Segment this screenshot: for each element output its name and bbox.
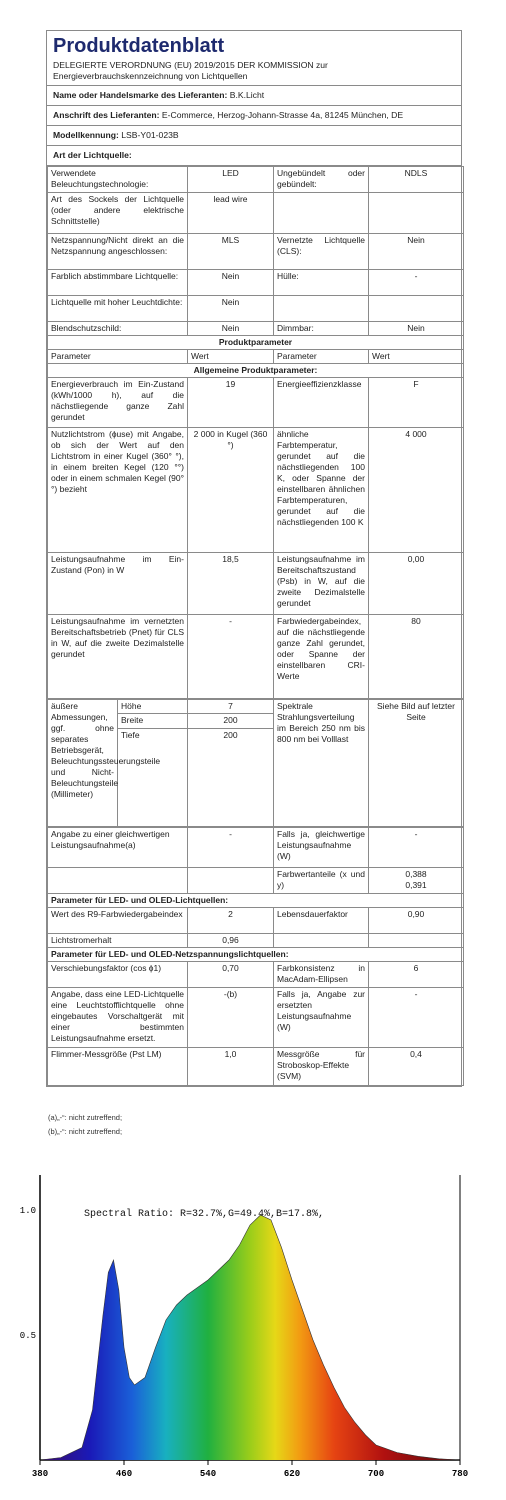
table-row: Angabe, dass eine LED-Lichtquelle eine Leuchtstofflichtquelle ohne eingebautes Vorschaltgerät mit einer bestimmten Leistungsaufnahme ersetzt. -(b) Falls ja, Angabe zur ersetzten Leistungsaufnahme (W) - (48, 988, 464, 1048)
table-row: Allgemeine Produktparameter: (48, 364, 464, 378)
x-tick-label: 460 (115, 1469, 133, 1479)
spectral-chart (0, 1175, 506, 1500)
dimensions-table (47, 699, 464, 827)
x-tick-label: 780 (451, 1469, 469, 1479)
table-row: Lichtquelle mit hoher Leuchtdichte: Nein (48, 296, 464, 322)
x-tick-label: 700 (367, 1469, 385, 1479)
supplier-row: Name oder Handelsmarke des Lieferanten: B.K.Licht (47, 86, 461, 106)
table-row: Angabe zu einer gleichwertigen Leistungsaufnahme(a) - Falls ja, gleichwertige Leistungsaufnahme (W) - (48, 828, 464, 868)
table-row: äußere Abmessungen, ggf. ohne separates Betriebsgerät, Beleuchtungssteuerungsteile und Nicht-Beleuchtungsteile (Millimeter) Höhe 7 Spektrale Strahlungsverteilung im Bereich 250 nm bis 800 nm bei Volllast Siehe Bild auf letzter Seite (48, 700, 464, 714)
light-type-table (47, 166, 464, 699)
table-row: Leistungsaufnahme im vernetzten Bereitschaftsbetrieb (Pnet) für CLS in W, auf die zweite Dezimalstelle gerundet - Farbwiedergabeindex, auf die nächstliegende ganze Zahl gerundet, oder Spanne der einstellbaren CRI-Werte 80 (48, 615, 464, 699)
table-row: Netzspannung/Nicht direkt an die Netzspannung angeschlossen: MLS Vernetzte Lichtquelle (CLS): Nein (48, 234, 464, 270)
table-row: Parameter für LED- und OLED-Netzspannungslichtquellen: (48, 948, 464, 962)
table-row: Parameter Wert Parameter Wert (48, 350, 464, 364)
table-row: Produktparameter (48, 336, 464, 350)
model-row: Modellkennung: LSB-Y01-023B (47, 126, 461, 146)
y-tick-label: 1.0 (19, 1206, 36, 1216)
page-title: Produktdatenblatt (53, 35, 225, 57)
table-row: Wert des R9-Farbwiedergabeindex 2 Lebensdauerfaktor 0,90 (48, 908, 464, 934)
product-datasheet (46, 30, 462, 1087)
footnote-a: (a)„-“: nicht zutreffend; (48, 1113, 123, 1122)
table-row: Verwendete Beleuchtungstechnologie: LED Ungebündelt oder gebündelt: NDLS (48, 167, 464, 193)
table-row: Flimmer-Messgröße (Pst LM) 1,0 Messgröße für Stroboskop-Effekte (SVM) 0,4 (48, 1048, 464, 1086)
table-row: Energieverbrauch im Ein-Zustand (kWh/1000 h), auf die nächstliegende ganze Zahl gerundet 19 Energieeffizienzklasse F (48, 378, 464, 428)
table-row: Leistungsaufnahme im Ein-Zustand (Pon) in W 18,5 Leistungsaufnahme im Bereitschaftszustand (Psb) in W, auf die zweite Dezimalstelle gerundet 0,00 (48, 553, 464, 615)
misc-table (47, 827, 464, 1086)
table-row: Farblich abstimmbare Lichtquelle: Nein Hülle: - (48, 270, 464, 296)
spectrum-area (40, 1215, 460, 1460)
regulation-reference: DELEGIERTE VERORDNUNG (EU) 2019/2015 DER KOMMISSION zur Energieverbrauchskennzeichnung von Lichtquellen (47, 60, 461, 86)
table-row: Tiefe 200 (48, 728, 464, 826)
x-tick-label: 380 (31, 1469, 49, 1479)
address-row: Anschrift des Lieferanten: E-Commerce, Herzog-Johann-Strasse 4a, 81245 München, DE (47, 106, 461, 126)
chart-title: Spectral Ratio: R=32.7%,G=49.4%,B=17.8%, (84, 1209, 325, 1220)
table-row: Art des Sockels der Lichtquelle (oder andere elektrische Schnittstelle) lead wire (48, 193, 464, 234)
table-row: Blendschutzschild: Nein Dimmbar: Nein (48, 322, 464, 336)
table-row: Farbwertanteile (x und y) 0,388 0,391 (48, 868, 464, 894)
x-tick-label: 620 (283, 1469, 301, 1479)
table-row: Breite 200 (48, 714, 464, 728)
y-tick-label: 0.5 (19, 1331, 36, 1341)
x-tick-label: 540 (199, 1469, 217, 1479)
footnote-b: (b)„-“: nicht zutreffend; (48, 1127, 123, 1136)
table-row: Lichtstromerhalt 0,96 (48, 934, 464, 948)
table-row: Parameter für LED- und OLED-Lichtquellen: (48, 894, 464, 908)
table-row: Verschiebungsfaktor (cos ɸ1) 0,70 Farbkonsistenz in MacAdam-Ellipsen 6 (48, 962, 464, 988)
light-type-header: Art der Lichtquelle: (47, 146, 461, 166)
table-row: Nutzlichtstrom (ɸuse) mit Angabe, ob sich der Wert auf den Lichtstrom in einer Kugel (360° °), in einem breiten Kegel (120 °°) oder in einem schmalen Kegel (90° °) bezieht 2 000 in Kugel (360 °) ähnliche Farbtemperatur, gerundet auf die nächstliegenden 100 K, oder Spanne der einstellbaren ähnlichen Farbtemperaturen, gerundet auf die nächstliegenden 100 K 4 000 (48, 428, 464, 553)
